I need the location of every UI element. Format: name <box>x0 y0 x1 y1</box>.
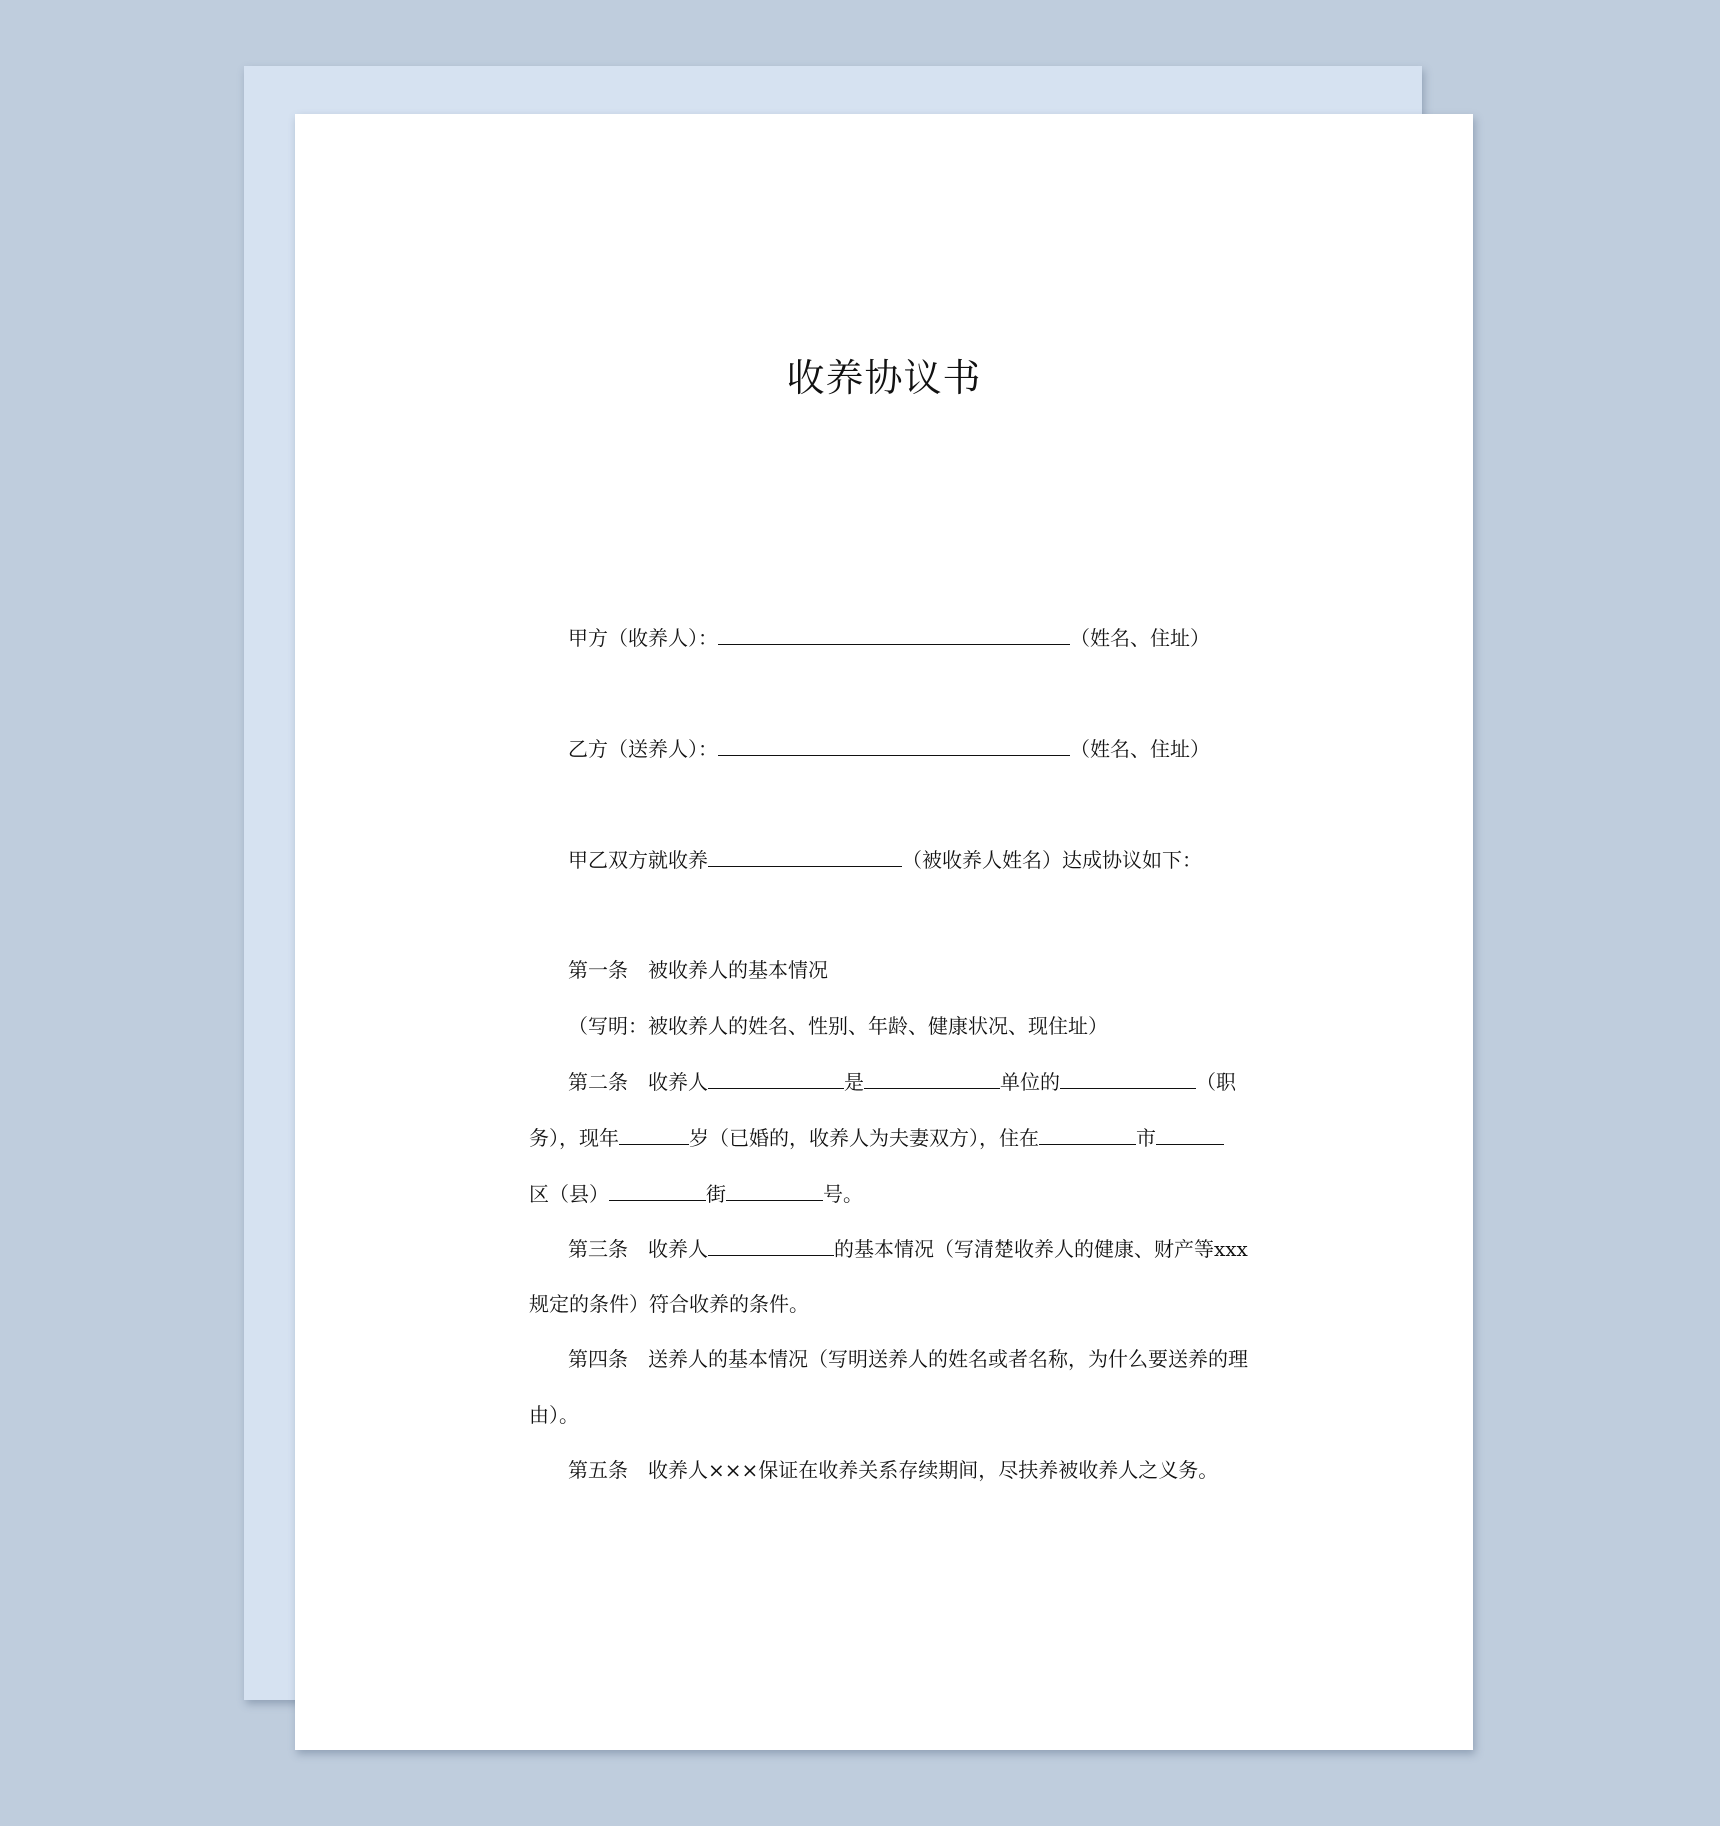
article-4-text-1: 送养人的基本情况（写明送养人的姓名或者名称，为什么要送养的理 <box>648 1347 1248 1371</box>
district-blank[interactable] <box>1156 1122 1224 1145</box>
agreement-prefix: 甲乙双方就收养 <box>568 848 708 872</box>
article-1-heading: 第一条 <box>568 958 628 982</box>
article-2-heading: 第二条 <box>568 1070 628 1094</box>
city-blank[interactable] <box>1039 1122 1136 1145</box>
party-b-label: 乙方（送养人）： <box>568 737 718 761</box>
article-3-text-2: 的基本情况（写清楚收养人的健康、财产等xxx <box>834 1237 1248 1261</box>
age-blank[interactable] <box>619 1122 689 1145</box>
party-a-label: 甲方（收养人）： <box>568 626 718 650</box>
article-5-text-1: 收养人×××保证在收养关系存续期间，尽扶养被收养人之义务。 <box>648 1458 1219 1482</box>
adoptee-name-blank[interactable] <box>708 844 902 867</box>
article-3-heading: 第三条 <box>568 1237 628 1261</box>
employer-blank[interactable] <box>864 1066 1000 1089</box>
document-title: 收养协议书 <box>786 356 982 400</box>
article-4-line-2 <box>529 1400 579 1430</box>
article-3-line-1 <box>568 1233 1248 1264</box>
party-b-blank[interactable] <box>718 733 1070 756</box>
article-2-line-2 <box>529 1122 1224 1153</box>
article-2-text-7: 市 <box>1136 1126 1156 1150</box>
article-2-text-4: （职 <box>1196 1070 1236 1094</box>
article-2-text-10: 号。 <box>823 1182 863 1206</box>
article-5-heading: 第五条 <box>568 1458 628 1482</box>
article-4-line-1 <box>568 1344 1248 1374</box>
agreement-suffix: （被收养人姓名）达成协议如下： <box>902 848 1202 872</box>
article-2-text-9: 街 <box>706 1182 726 1206</box>
article-5-line <box>568 1455 1218 1485</box>
article-3-text-1: 收养人 <box>648 1237 708 1261</box>
article-1-note-line <box>568 1011 1108 1041</box>
article-2-line-1 <box>568 1066 1236 1097</box>
article-1-title: 被收养人的基本情况 <box>648 958 828 982</box>
article-2-text-1: 收养人 <box>648 1070 708 1094</box>
article-4-heading: 第四条 <box>568 1347 628 1371</box>
article-2-text-8: 区（县） <box>529 1182 609 1206</box>
article-1-note: （写明：被收养人的姓名、性别、年龄、健康状况、现住址） <box>568 1014 1108 1038</box>
party-b-note: （姓名、住址） <box>1070 737 1210 761</box>
article-2-text-5: 务），现年 <box>529 1126 619 1150</box>
article-2-text-2: 是 <box>844 1070 864 1094</box>
position-blank[interactable] <box>1060 1066 1196 1089</box>
article-3-text-3: 规定的条件）符合收养的条件。 <box>529 1292 809 1316</box>
article-2-text-3: 单位的 <box>1000 1070 1060 1094</box>
article-3-adopter-blank[interactable] <box>708 1233 834 1256</box>
house-number-blank[interactable] <box>726 1178 823 1201</box>
document-page <box>295 114 1473 1750</box>
party-b-line <box>568 733 1210 764</box>
article-4-text-2: 由）。 <box>529 1403 579 1427</box>
article-1-line <box>568 955 828 985</box>
article-3-line-2 <box>529 1289 809 1319</box>
street-blank[interactable] <box>609 1178 706 1201</box>
agreement-line <box>568 844 1202 875</box>
adopter-name-blank[interactable] <box>708 1066 844 1089</box>
article-2-text-6: 岁（已婚的，收养人为夫妻双方），住在 <box>689 1126 1039 1150</box>
party-a-note: （姓名、住址） <box>1070 626 1210 650</box>
party-a-line <box>568 622 1210 653</box>
party-a-blank[interactable] <box>718 622 1070 645</box>
article-2-line-3 <box>529 1178 863 1209</box>
